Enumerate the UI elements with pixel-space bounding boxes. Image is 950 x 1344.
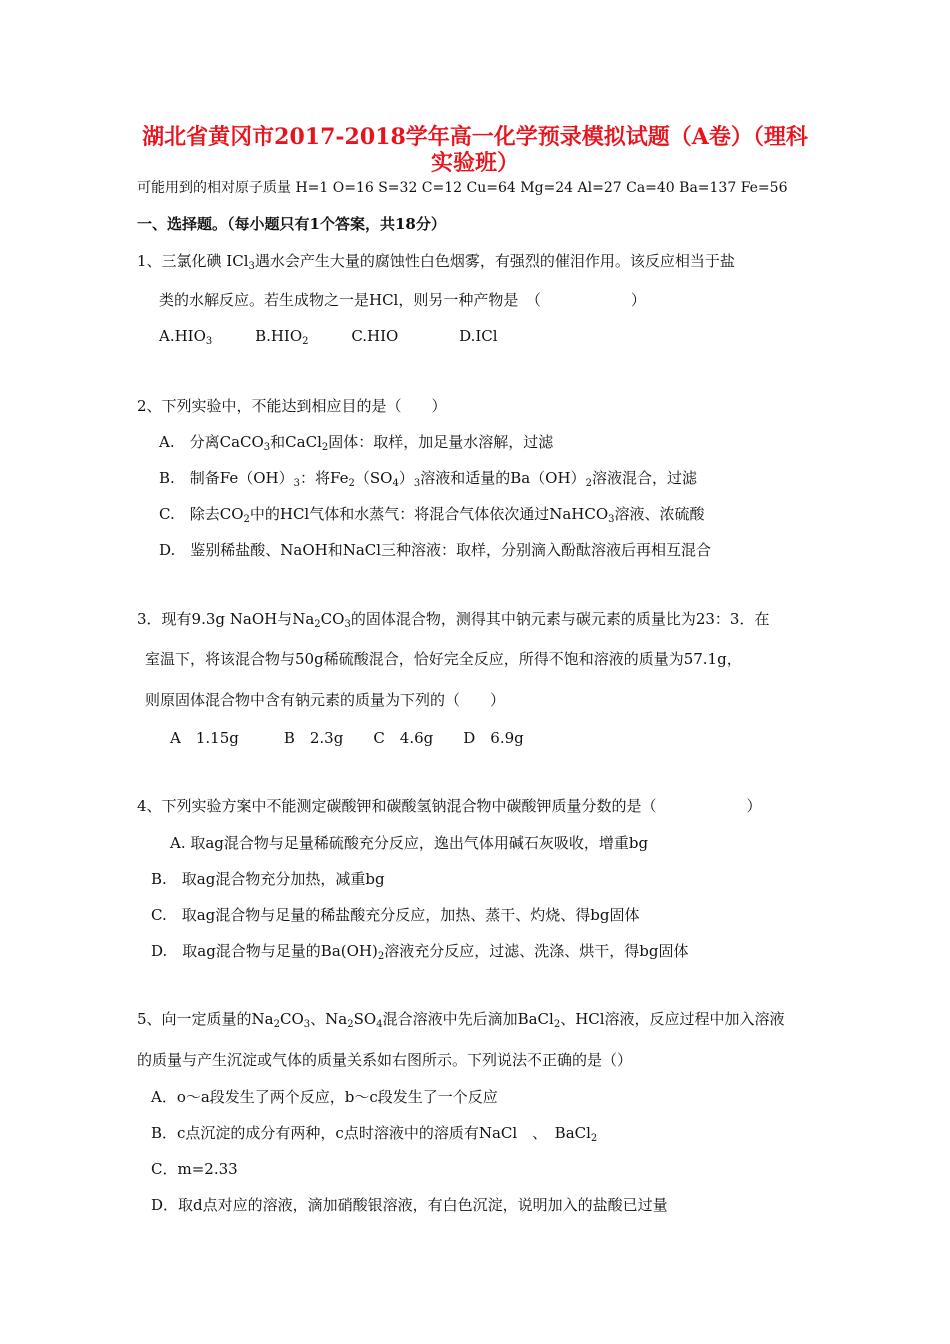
q3-line-2: 室温下，将该混合物与50g稀硫酸混合，恰好完全反应，所得不饱和溶液的质量为57.1g， [145, 650, 742, 668]
q5-line-1: 5、向一定质量的$Na_2CO_3$、$Na_2SO_4$混合溶液中先后滴加BaCl$_2$、HCl溶液，反应过程中加入溶液 [137, 1010, 785, 1030]
q4-option-a: A. 取ag混合物与足量稀硫酸充分反应，逸出气体用碱石灰吸收，增重bg [170, 834, 649, 852]
q5-option-b: B．c点沉淀的成分有两种，c点时溶液中的溶质有NaCl 、 BaCl$_2$ [151, 1124, 598, 1144]
q2-option-d: D. 鉴别稀盐酸、NaOH和NaCl三种溶液：取样，分别滴入酚酞溶液后再相互混合 [159, 541, 712, 559]
q1-option-a: $A.HIO_3$ [159, 327, 213, 347]
q3-line-1: 3．现有9.3g NaOH与$Na_2CO_3$的固体混合物，测得其中钠元素与碳元素的质量比为23：3．在 [137, 610, 770, 630]
q2-option-b: B. 制备$Fe(OH)_3$：将$Fe_2(SO_4)_3$溶液和适量的$Ba(OH)_2$溶液混合，过滤 [159, 469, 697, 489]
q5-option-c: C．m=2.33 [151, 1160, 238, 1178]
title-line-2: 实验班） [430, 150, 519, 176]
section-heading: 一、选择题。（每小题只有1个答案，共18分） [137, 215, 446, 233]
q1-option-d: D.ICl [459, 327, 498, 345]
atomic-masses-line: 可能用到的相对原子质量 H=1 O=16 S=32 C=12 Cu=64 Mg=24 Al=27 Ca=40 Ba=137 Fe=56 [137, 180, 788, 196]
q2-option-c: C. 除去$CO_2$中的HCl气体和水蒸气：将混合气体依次通过NaHCO$_3$溶液、浓硫酸 [159, 505, 705, 525]
q5-line-2: 的质量与产生沉淀或气体的质量关系如右图所示。下列说法不正确的是（） [137, 1051, 633, 1069]
q1-line-2: 类的水解反应。若生成物之一是HCl，则另一种产物是 （ ） [159, 291, 646, 309]
q3-line-3: 则原固体混合物中含有钠元素的质量为下列的（ ） [145, 691, 506, 709]
q4-option-b: B. 取ag混合物充分加热，减重bg [151, 870, 385, 888]
q2-option-a: A. 分离CaCO$_3$和CaCl$_2$固体：取样，加足量水溶解，过滤 [159, 433, 554, 453]
document-title [80, 124, 870, 176]
q5-option-d: D．取d点对应的溶液，滴加硝酸银溶液，有白色沉淀，说明加入的盐酸已过量 [151, 1196, 668, 1214]
q1-option-c: C.HIO [351, 327, 399, 345]
q4-option-d: D. 取ag混合物与足量的$Ba(OH)_2$溶液充分反应，过滤、洗涤、烘干，得bg固体 [151, 942, 689, 962]
q1-option-b: $B.HIO_2$ [255, 327, 309, 347]
q1-options [159, 326, 498, 346]
q4-option-c: C. 取ag混合物与足量的稀盐酸充分反应，加热、蒸干、灼烧、得bg固体 [151, 906, 640, 924]
q4-stem: 4、下列实验方案中不能测定碳酸钾和碳酸氢钠混合物中碳酸钾质量分数的是（ ） [137, 797, 762, 815]
q2-stem: 2、下列实验中，不能达到相应目的是（ ） [137, 397, 447, 415]
title-line-1: 湖北省黄冈市2017-2018学年高一化学预录模拟试题（A卷）（理科 [142, 124, 808, 150]
q5-option-a: A．o～a段发生了两个反应，b～c段发生了一个反应 [151, 1088, 498, 1106]
q1-line-1: 1、三氯化碘 ICl$_3$遇水会产生大量的腐蚀性白色烟雾，有强烈的催泪作用。该反应相当于盐 [137, 252, 735, 272]
q3-options: A 1.15g B 2.3g C 4.6g D 6.9g [170, 729, 524, 747]
